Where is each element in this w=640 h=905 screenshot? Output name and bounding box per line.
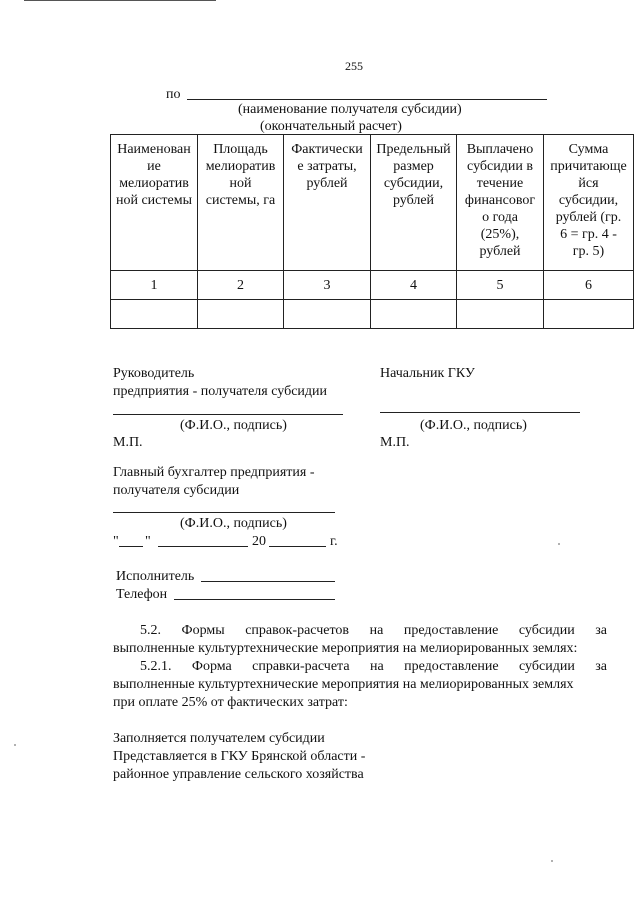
col-number: 2 — [198, 271, 284, 300]
col-header-max-subsidy — [371, 135, 457, 271]
director-signature-line[interactable] — [113, 414, 343, 415]
col-header-system-name — [111, 135, 198, 271]
gku-fio-caption: (Ф.И.О., подпись) — [420, 418, 527, 433]
phone-label: Телефон — [116, 587, 168, 602]
phone-field[interactable] — [174, 599, 335, 600]
header-line: размер — [393, 159, 434, 174]
word: субсидии — [518, 623, 575, 638]
executor-label: Исполнитель — [116, 569, 195, 584]
word: субсидии — [519, 659, 575, 674]
word: предоставление — [404, 659, 499, 674]
word: Формы — [181, 623, 225, 638]
director-title-2: предприятия - получателя субсидии — [113, 384, 328, 399]
calc-type-caption: (окончательный расчет) — [260, 119, 402, 134]
word: 5.2. — [140, 623, 161, 638]
header-line: Сумма — [568, 142, 609, 157]
word: предоставление — [403, 623, 499, 638]
accountant-signature-line[interactable] — [113, 512, 335, 513]
executor-field[interactable] — [201, 581, 335, 582]
table-header-row — [111, 135, 634, 271]
col-number: 6 — [544, 271, 634, 300]
note-department: районное управление сельского хозяйства — [113, 767, 364, 782]
table-cell-max-subsidy[interactable] — [371, 300, 457, 329]
chief-accountant-title-2: получателя субсидии — [113, 483, 240, 498]
header-line: 6 = гр. 4 - — [560, 227, 617, 242]
page-number: 255 — [345, 59, 363, 73]
word: Форма — [191, 659, 232, 674]
top-rule — [24, 0, 216, 1]
stamp-place-right: М.П. — [380, 435, 410, 450]
word: справки-расчета — [252, 659, 350, 674]
word: на — [369, 659, 384, 674]
director-title: Руководитель — [113, 366, 195, 381]
col-header-paid-subsidy — [457, 135, 544, 271]
date-year-prefix: 20 — [252, 534, 266, 549]
col-header-due-amount — [544, 135, 634, 271]
header-line: Предельный — [376, 142, 451, 157]
scan-speck — [14, 744, 16, 746]
header-line: субсидии в — [467, 159, 533, 174]
recipient-prefix: по — [166, 87, 181, 102]
col-number: 3 — [284, 271, 371, 300]
scan-speck — [558, 543, 560, 545]
header-line: системы, га — [205, 193, 276, 208]
recipient-name-line[interactable] — [187, 99, 547, 100]
date-year-suffix: г. — [330, 534, 338, 549]
col-header-actual-costs — [284, 135, 371, 271]
date-month-field[interactable] — [158, 546, 248, 547]
word: на — [369, 623, 384, 638]
col-number: 1 — [111, 271, 198, 300]
header-line: рублей — [306, 176, 348, 191]
col-header-area — [198, 135, 284, 271]
header-line: субсидии, — [383, 176, 444, 191]
header-line: рублей (гр. — [555, 210, 622, 225]
header-line: ной — [229, 176, 252, 191]
director-fio-caption: (Ф.И.О., подпись) — [180, 418, 287, 433]
col-number: 4 — [371, 271, 457, 300]
accountant-fio-caption: (Ф.И.О., подпись) — [180, 516, 287, 531]
table-cell-area[interactable] — [198, 300, 284, 329]
header-line: мелиоратив — [205, 159, 276, 174]
header-line: о года — [482, 210, 518, 225]
section-5-2-1-heading — [113, 658, 607, 675]
word: за — [595, 659, 607, 674]
word: за — [595, 623, 607, 638]
word: справок-расчетов — [245, 623, 350, 638]
header-line: мелиоратив — [119, 176, 189, 191]
table-number-row — [111, 271, 634, 300]
table-cell-due-amount[interactable] — [544, 300, 634, 329]
header-line: Наименован — [117, 142, 191, 157]
section-5-2-1-text-2: при оплате 25% от фактических затрат: — [113, 695, 348, 710]
header-line: е затраты, — [297, 159, 357, 174]
header-line: рублей — [392, 193, 435, 208]
note-submitted-to: Представляется в ГКУ Брянской области - — [113, 749, 366, 764]
gku-head-title: Начальник ГКУ — [380, 366, 475, 381]
table-cell-system-name[interactable] — [111, 300, 198, 329]
header-line: причитающе — [550, 159, 627, 174]
header-line: субсидии, — [558, 193, 619, 208]
col-number: 5 — [457, 271, 544, 300]
table-cell-actual-costs[interactable] — [284, 300, 371, 329]
scan-speck — [551, 860, 553, 862]
header-line: (25%), — [480, 227, 520, 242]
recipient-caption: (наименование получателя субсидии) — [238, 102, 462, 117]
gku-signature-line[interactable] — [380, 412, 580, 413]
header-line: йся — [578, 176, 599, 191]
date-quote-open: " — [113, 534, 119, 549]
table-cell-paid-subsidy[interactable] — [457, 300, 544, 329]
word: 5.2.1. — [140, 659, 172, 674]
date-quote-close: " — [145, 534, 151, 549]
header-line: ной системы — [115, 193, 192, 208]
header-line: Площадь — [213, 142, 268, 157]
header-line: ие — [147, 159, 161, 174]
section-5-2-heading — [113, 622, 607, 639]
subsidy-calc-table — [110, 134, 634, 329]
note-filled-by: Заполняется получателем субсидии — [113, 731, 325, 746]
chief-accountant-title: Главный бухгалтер предприятия - — [113, 465, 315, 480]
section-5-2-1-text: выполненные культуртехнические мероприятия на мелиорированных землях — [113, 677, 574, 692]
stamp-place-left: М.П. — [113, 435, 143, 450]
date-year-field[interactable] — [269, 546, 326, 547]
header-line: гр. 5) — [572, 244, 605, 259]
table-row — [111, 300, 634, 329]
section-5-2-text: выполненные культуртехнические мероприятия на мелиорированных землях: — [113, 641, 578, 656]
header-line: рублей — [479, 244, 521, 259]
date-day-field[interactable] — [119, 546, 143, 547]
header-line: течение — [476, 176, 524, 191]
header-line: финансовог — [464, 193, 536, 208]
header-line: Фактически — [291, 142, 363, 157]
header-line: Выплачено — [466, 142, 534, 157]
